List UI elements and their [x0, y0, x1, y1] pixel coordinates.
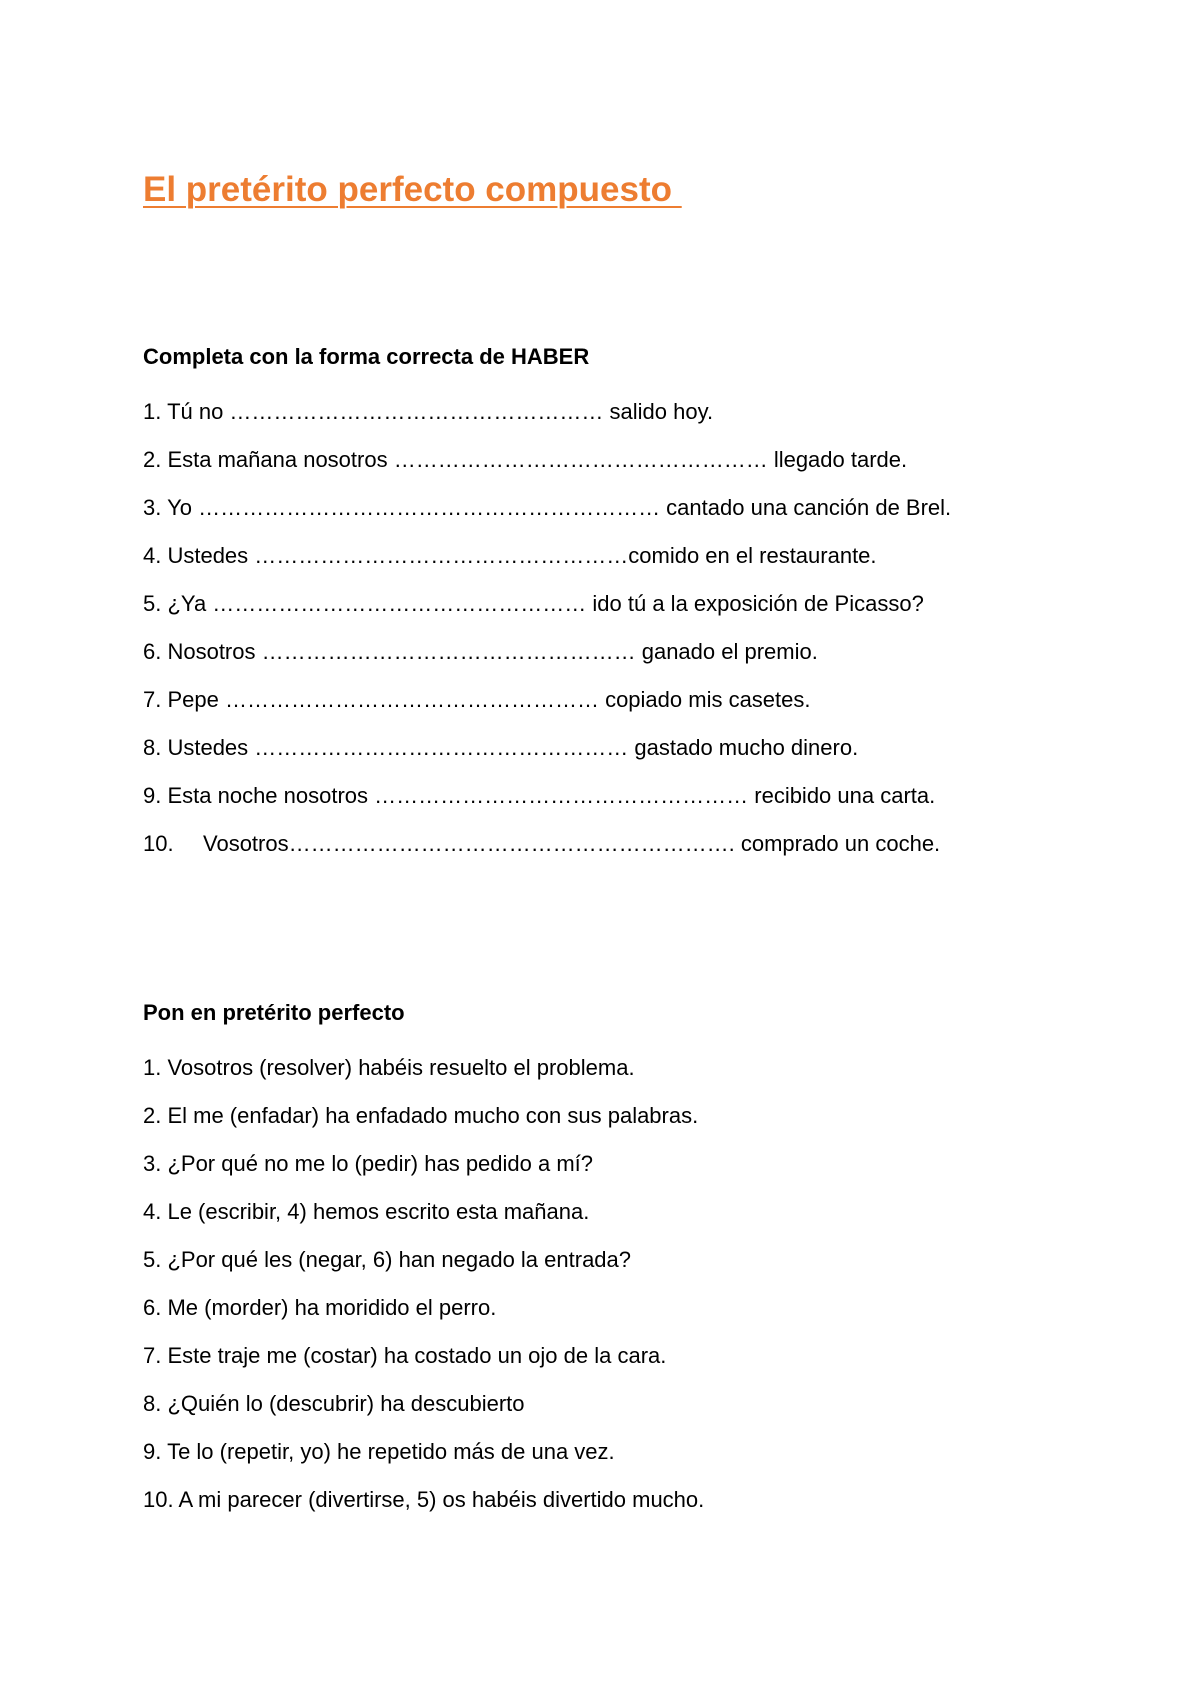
preterito-item-3: 3. ¿Por qué no me lo (pedir) has pedido a mí?	[143, 1151, 594, 1176]
haber-item-6: 6. Nosotros …………………………………………… ganado el premio.	[143, 639, 818, 664]
preterito-item-1: 1. Vosotros (resolver) habéis resuelto el problema.	[143, 1055, 635, 1080]
haber-item-10-number: 10.	[143, 831, 174, 856]
haber-item-8: 8. Ustedes …………………………………………… gastado mucho dinero.	[143, 735, 859, 760]
section-heading-haber: Completa con la forma correcta de HABER	[143, 344, 590, 369]
preterito-item-7: 7. Este traje me (costar) ha costado un ojo de la cara.	[143, 1343, 667, 1368]
page-title: El pretérito perfecto compuesto	[143, 170, 682, 209]
preterito-item-6: 6. Me (morder) ha moridido el perro.	[143, 1295, 497, 1320]
haber-item-10	[143, 833, 940, 855]
preterito-item-10: 10. A mi parecer (divertirse, 5) os habéis divertido mucho.	[143, 1487, 705, 1512]
haber-item-1: 1. Tú no …………………………………………… salido hoy.	[143, 399, 714, 424]
haber-item-4: 4. Ustedes ……………………………………………comido en el restaurante.	[143, 543, 877, 568]
haber-item-9: 9. Esta noche nosotros …………………………………………… recibido una carta.	[143, 783, 936, 808]
preterito-item-5: 5. ¿Por qué les (negar, 6) han negado la entrada?	[143, 1247, 632, 1272]
haber-item-7: 7. Pepe …………………………………………… copiado mis casetes.	[143, 687, 811, 712]
haber-item-3: 3. Yo ……………………………………………………… cantado una canción de Brel.	[143, 495, 952, 520]
preterito-item-2: 2. El me (enfadar) ha enfadado mucho con sus palabras.	[143, 1103, 699, 1128]
preterito-item-9: 9. Te lo (repetir, yo) he repetido más de una vez.	[143, 1439, 615, 1464]
preterito-item-4: 4. Le (escribir, 4) hemos escrito esta mañana.	[143, 1199, 590, 1224]
preterito-item-8: 8. ¿Quién lo (descubrir) ha descubierto	[143, 1391, 525, 1416]
section-heading-preterito: Pon en pretérito perfecto	[143, 1000, 405, 1025]
haber-item-10-text: Vosotros……………………………………………………. comprado un coche.	[203, 831, 941, 856]
haber-item-5: 5. ¿Ya …………………………………………… ido tú a la exposición de Picasso?	[143, 591, 924, 616]
haber-item-2: 2. Esta mañana nosotros …………………………………………… llegado tarde.	[143, 447, 908, 472]
